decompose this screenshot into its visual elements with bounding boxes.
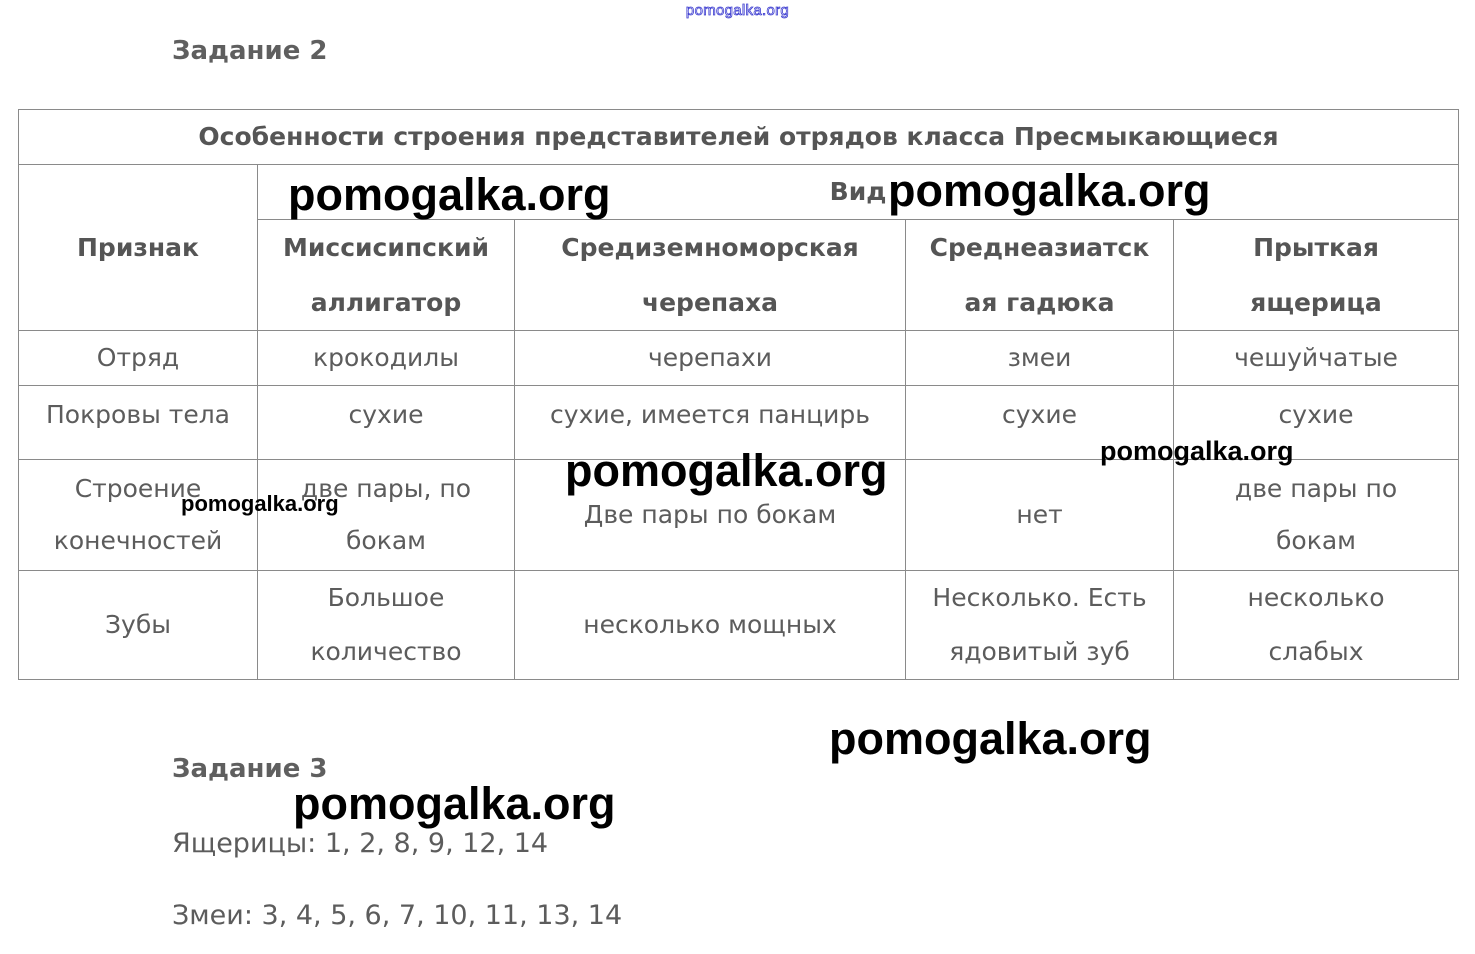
- feature-header: Признак: [19, 165, 258, 331]
- lizards-answer: Ящерицы: 1, 2, 8, 9, 12, 14: [172, 828, 549, 859]
- table-caption: Особенности строения представителей отрядов класса Пресмыкающиеся: [19, 110, 1459, 165]
- table-cell: две пары по бокам: [1174, 460, 1459, 571]
- reptiles-table: [18, 109, 1459, 680]
- table-cell: несколько мощных: [515, 571, 906, 680]
- feature-cell: Зубы: [19, 571, 258, 680]
- table-cell: несколько слабых: [1174, 571, 1459, 680]
- snakes-answer: Змеи: 3, 4, 5, 6, 7, 10, 11, 13, 14: [172, 900, 623, 931]
- table-cell: нет: [906, 460, 1174, 571]
- table-cell: сухие: [1174, 386, 1459, 460]
- table-cell: Несколько. Есть ядовитый зуб: [906, 571, 1174, 680]
- task-3-heading: Задание 3: [172, 754, 328, 784]
- feature-cell: Отряд: [19, 331, 258, 386]
- watermark: pomogalka.org: [181, 491, 339, 516]
- watermark: pomogalka.org: [288, 169, 611, 220]
- table-cell: две пары, по бокам: [258, 460, 515, 571]
- species-header-cell: Средиземноморская черепаха: [515, 220, 906, 331]
- watermark: pomogalka.org: [829, 713, 1152, 764]
- table-cell: Большое количество: [258, 571, 515, 680]
- table-cell: крокодилы: [258, 331, 515, 386]
- table-cell: сухие: [906, 386, 1174, 460]
- table-cell: змеи: [906, 331, 1174, 386]
- site-watermark-top: pomogalka.org: [685, 2, 790, 19]
- watermark: pomogalka.org: [293, 778, 616, 829]
- table-cell: черепахи: [515, 331, 906, 386]
- task-2-heading: Задание 2: [172, 36, 328, 66]
- table-row: [19, 571, 1459, 680]
- species-header-cell: Среднеазиатск ая гадюка: [906, 220, 1174, 331]
- table-cell: сухие, имеется панцирь: [515, 386, 906, 460]
- species-header-cell: Прыткая ящерица: [1174, 220, 1459, 331]
- feature-cell: Строение конечностей: [19, 460, 258, 571]
- watermark: pomogalka.org: [565, 445, 888, 496]
- watermark: pomogalka.org: [1100, 436, 1294, 466]
- table-row: [19, 331, 1459, 386]
- table-cell: сухие: [258, 386, 515, 460]
- species-header-cell: Миссисипский аллигатор: [258, 220, 515, 331]
- watermark: pomogalka.org: [888, 165, 1211, 216]
- table-cell: Две пары по бокам: [515, 460, 906, 571]
- table-cell: чешуйчатые: [1174, 331, 1459, 386]
- feature-cell: Покровы тела: [19, 386, 258, 460]
- species-header: Вид: [258, 165, 1459, 220]
